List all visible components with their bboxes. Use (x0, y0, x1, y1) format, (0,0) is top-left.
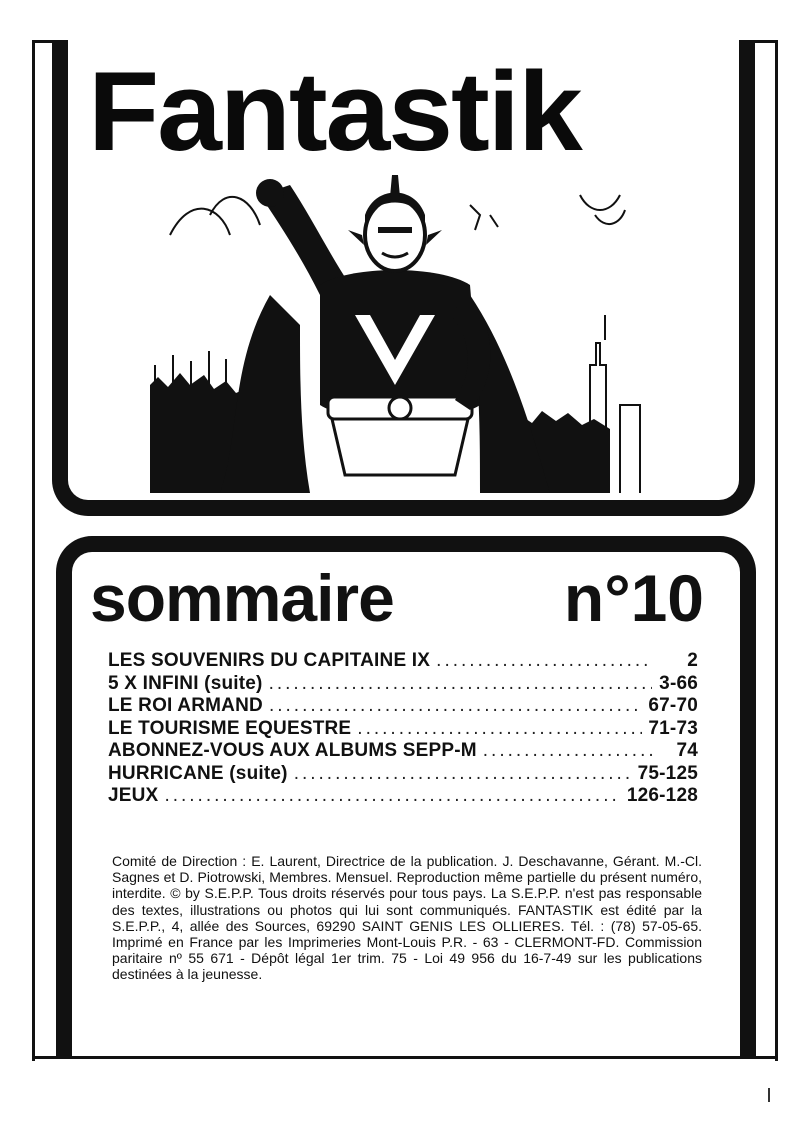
contents-row-leader (269, 695, 642, 718)
contents-row-pages: 126-128 (626, 785, 698, 806)
contents-row (108, 785, 698, 808)
colophon-text: Comité de Direction : E. Laurent, Directrice de la publication. J. Deschavanne, Gérant. M.-Cl. Sagnes et D. Piotrowski, Membres. Mensuel. Reproduction même partielle du présent numéro, interdite. © by S.E.P.P. Tous droits réservés pour tous pays. La S.E.P.P. n'est pas responsable des textes, illustrations ou photos qui lui sont communiqués. FANTASTIK est édité par la S.E.P.P., 4, allée des Sources, 69290 SAINT GENIS LES OLLIERES. Tél. : (78) 57-05-65. Imprimé en France par les Imprimeries Mont-Louis P.R. - 63 - CLERMONT-FD. Commission paritaire nº 55 671 - Dépôt légal 1er trim. 75 - Loi 49 956 du 16-7-49 sur les publications destinées à la jeunesse. (112, 853, 702, 983)
contents-row (108, 650, 698, 673)
contents-heading (90, 558, 730, 638)
contents-row-pages: 75-125 (637, 762, 698, 784)
contents-row-leader (164, 785, 620, 808)
hero-illustration (150, 175, 650, 493)
contents-row-title: 5 X INFINI (suite) (108, 672, 263, 694)
contents-title: sommaire (90, 561, 394, 635)
contents-row-leader (436, 650, 652, 673)
contents-row (108, 718, 698, 741)
page-frame-bottom (32, 1056, 778, 1059)
colophon (112, 853, 702, 983)
contents-row-pages: 74 (676, 740, 698, 761)
contents-row-title: JEUX (108, 785, 159, 806)
masthead-title: Fantastik (88, 49, 581, 174)
contents-row-pages: 3-66 (659, 672, 698, 694)
contents-row-title: LE TOURISME EQUESTRE (108, 717, 352, 739)
page-mark (768, 1088, 770, 1102)
contents-row (108, 673, 698, 696)
contents-row-leader (357, 718, 642, 741)
contents-row-leader (269, 673, 652, 696)
contents-row-title: ABONNEZ-VOUS AUX ALBUMS SEPP-M (108, 740, 477, 761)
contents-row-title: LE ROI ARMAND (108, 695, 263, 716)
contents-row-title: HURRICANE (suite) (108, 762, 288, 784)
contents-row-leader (483, 740, 652, 763)
contents-row-title: LES SOUVENIRS DU CAPITAINE IX (108, 650, 431, 671)
contents-row (108, 763, 698, 786)
contents-row-leader (294, 763, 632, 786)
contents-row (108, 695, 698, 718)
contents-row-pages: 2 (687, 650, 698, 671)
contents-row (108, 740, 698, 763)
contents-list (108, 650, 698, 808)
contents-row-pages: 67-70 (648, 695, 698, 716)
contents-row-pages: 71-73 (648, 717, 698, 739)
issue-number: n°10 (563, 561, 704, 635)
